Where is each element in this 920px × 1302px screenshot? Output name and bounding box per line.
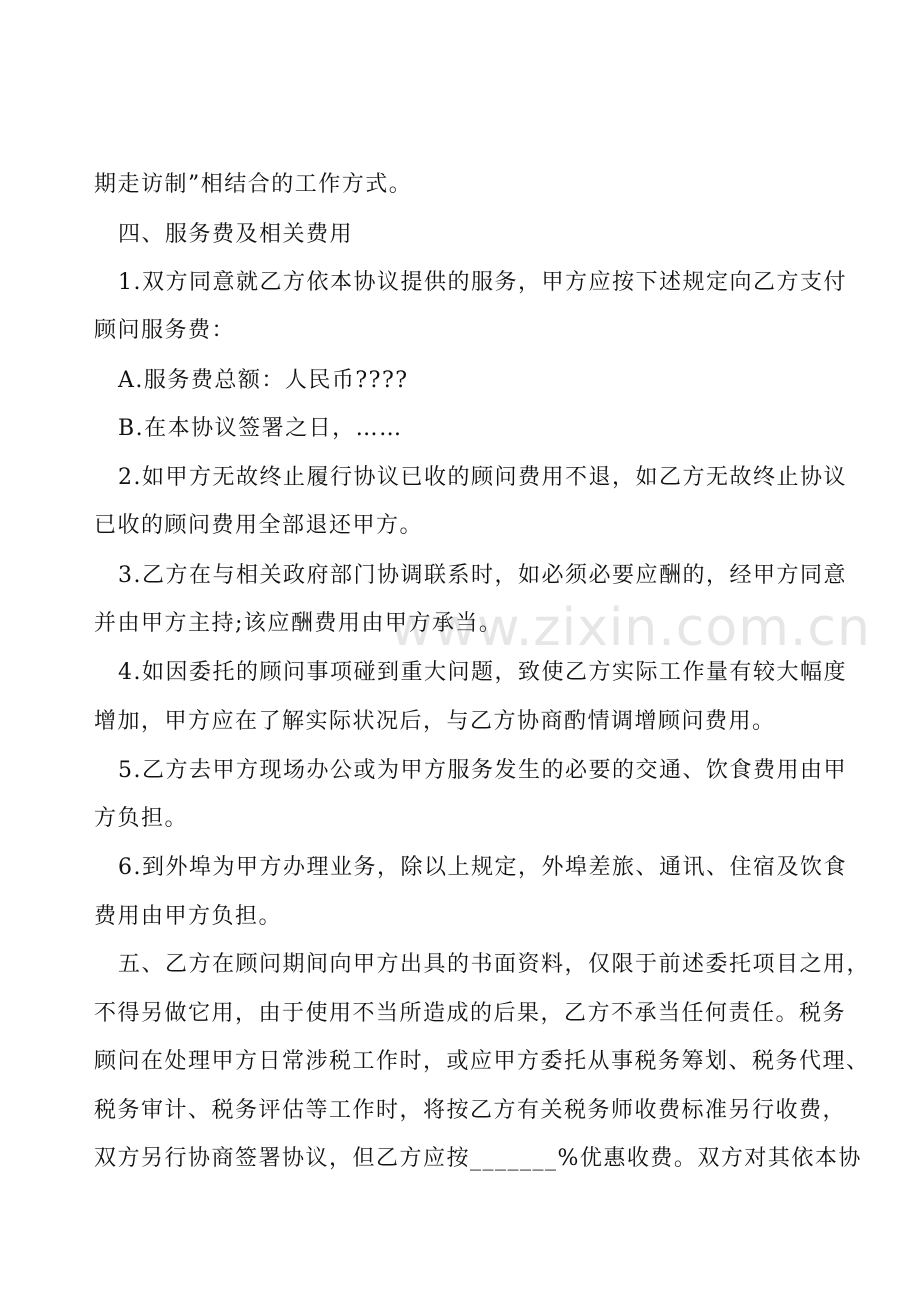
watermark-text: www.zixin.com.cn	[390, 598, 871, 658]
paragraph-line: 费用由甲方负担。	[94, 904, 283, 929]
paragraph-line: 税务审计、税务评估等工作时，将按乙方有关税务师收费标准另行收费，	[94, 1098, 847, 1123]
paragraph-line: 已收的顾问费用全部退还甲方。	[94, 513, 424, 538]
paragraph-line: 1.双方同意就乙方依本协议提供的服务，甲方应按下述规定向乙方支付	[118, 270, 847, 295]
paragraph-line: 2.如甲方无故终止履行协议已收的顾问费用不退，如乙方无故终止协议	[118, 465, 847, 490]
paragraph-line: A.服务费总额：人民币????	[118, 368, 409, 393]
paragraph-line: 方负担。	[94, 806, 189, 831]
paragraph-line: 增加，甲方应在了解实际状况后，与乙方协商酌情调增顾问费用。	[94, 709, 776, 734]
section-heading-5: 五、乙方在顾问期间向甲方出具的书面资料，仅限于前述委托项目之用，	[118, 952, 871, 977]
paragraph-line: 4.如因委托的顾问事项碰到重大问题，致使乙方实际工作量有较大幅度	[118, 660, 847, 685]
paragraph-line: 5.乙方去甲方现场办公或为甲方服务发生的必要的交通、饮食费用由甲	[118, 758, 847, 783]
paragraph-line: 期走访制”相结合的工作方式。	[94, 172, 413, 197]
paragraph-line: 顾问服务费：	[94, 318, 236, 343]
paragraph-line: 不得另做它用，由于使用不当所造成的后果，乙方不承当任何责任。税务	[94, 1001, 847, 1026]
paragraph-line: 3.乙方在与相关政府部门协调联系时，如必须必要应酬的，经甲方同意	[118, 563, 847, 588]
paragraph-line: 并由甲方主持;该应酬费用由甲方承当。	[94, 611, 503, 636]
paragraph-line: 双方另行协商签署协议，但乙方应按_______%优惠收费。双方对其依本协	[94, 1146, 862, 1171]
paragraph-line: 6.到外埠为甲方办理业务，除以上规定，外埠差旅、通讯、住宿及饮食	[118, 855, 847, 880]
paragraph-line: 顾问在处理甲方日常涉税工作时，或应甲方委托从事税务筹划、税务代理、	[94, 1049, 870, 1074]
paragraph-line: B.在本协议签署之日，……	[118, 416, 403, 441]
section-heading-4: 四、服务费及相关费用	[118, 222, 354, 247]
